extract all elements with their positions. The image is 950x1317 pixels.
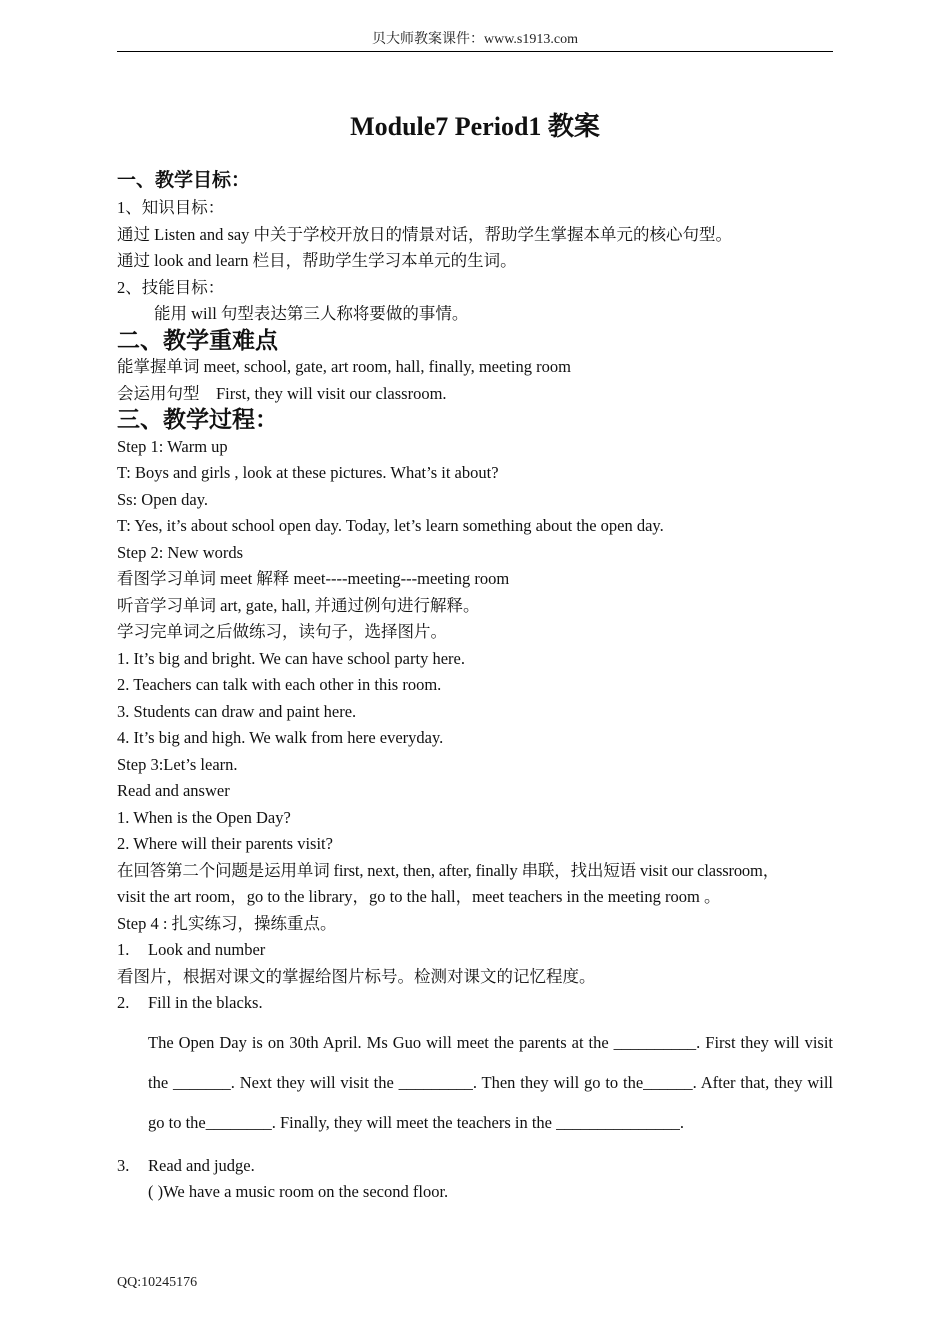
- text-line: 学习完单词之后做练习，读句子，选择图片。: [117, 622, 447, 641]
- document-title: Module7 Period1 教案: [350, 112, 600, 141]
- page-footer: QQ:10245176: [117, 1275, 198, 1290]
- subheading-knowledge: 1、知识目标：: [117, 198, 225, 217]
- exercise-1: [117, 937, 833, 964]
- exercise-number: 3.: [117, 1155, 130, 1175]
- exercise-title: Look and number: [148, 940, 266, 959]
- text-line: 在回答第二个问题是运用单词 first, next, then, after, finally 串联，找出短语 visit our classroom，: [117, 860, 780, 880]
- text-line: 2. Teachers can talk with each other in this room.: [117, 675, 442, 694]
- section-heading-process: 三、教学过程：: [117, 407, 278, 432]
- exercise-title: Fill in the blacks.: [148, 993, 263, 1012]
- exercise-title: Read and judge.: [148, 1155, 255, 1175]
- subheading-skills: 2、技能目标：: [117, 277, 225, 297]
- paragraph: 会运用句型 First, they will visit our classroom.: [117, 383, 447, 403]
- text-line: visit the art room，go to the library，go to the hall，meet teachers in the meeting room 。: [117, 887, 721, 906]
- text-line: 看图学习单词 meet 解释 meet----meeting---meeting room: [117, 569, 510, 588]
- exercise-number: 2.: [117, 993, 130, 1012]
- judge-item: ( )We have a music room on the second floor.: [148, 1182, 449, 1201]
- text-line: 4. It’s big and high. We walk from here everyday.: [117, 728, 444, 747]
- text-line: Step 1: Warm up: [117, 436, 228, 456]
- exercise-2: [117, 990, 833, 1017]
- text-line: 3. Students can draw and paint here.: [117, 701, 357, 721]
- text-line: Step 4 : 扎实练习，操练重点。: [117, 913, 337, 933]
- exercise-3: [117, 1153, 833, 1180]
- text-line: T: Yes, it’s about school open day. Today, let’s learn something about the open day.: [117, 516, 664, 535]
- section-heading-objectives: 一、教学目标：: [117, 170, 251, 191]
- text-line: Step 2: New words: [117, 542, 244, 562]
- fill-in-blanks-passage: The Open Day is on 30th April. Ms Guo will meet the parents at the __________. First they will visit the _______. Next they will visit the _________. Then they will go to the______. After that, they will go to the________. Finally, they will meet the teachers in the _______________.: [148, 1032, 833, 1132]
- text-line: 2. Where will their parents visit?: [117, 834, 333, 853]
- paragraph: 能掌握单词 meet, school, gate, art room, hall, finally, meeting room: [117, 357, 571, 376]
- text-line: Read and answer: [117, 781, 230, 800]
- exercise-number: 1.: [117, 940, 130, 959]
- text-line: 听音学习单词 art, gate, hall, 并通过例句进行解释。: [117, 595, 480, 615]
- section-heading-key-points: 二、教学重难点: [117, 327, 278, 353]
- text-line: 1. When is the Open Day?: [117, 807, 291, 827]
- text-line: Ss: Open day.: [117, 489, 209, 509]
- text-line: Step 3:Let’s learn.: [117, 754, 238, 774]
- text-line: T: Boys and girls , look at these pictures. What’s it about?: [117, 463, 499, 482]
- text-line: 1. It’s big and bright. We can have school party here.: [117, 648, 465, 668]
- paragraph: 能用 will 句型表达第三人称将要做的事情。: [154, 304, 469, 323]
- exercise-description: 看图片，根据对课文的掌握给图片标号。检测对课文的记忆程度。: [117, 966, 596, 986]
- paragraph: 通过 look and learn 栏目，帮助学生学习本单元的生词。: [117, 251, 517, 270]
- paragraph: 通过 Listen and say 中关于学校开放日的情景对话，帮助学生掌握本单元的核心句型。: [117, 224, 733, 244]
- document-body: [117, 166, 833, 1206]
- page-header: 贝大师教案课件：www.s1913.com: [117, 28, 833, 52]
